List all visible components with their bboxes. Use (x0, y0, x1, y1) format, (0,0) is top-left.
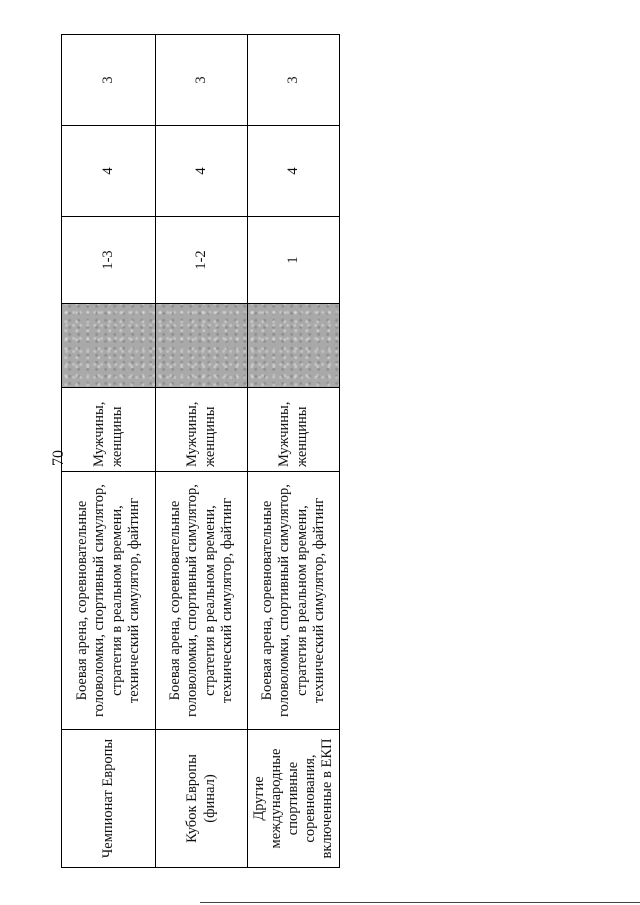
value-cell: 3 (248, 35, 340, 126)
gender-cell: Мужчины, женщины (156, 388, 248, 472)
places-cell: 1-2 (156, 217, 248, 304)
table-row (156, 35, 248, 868)
gender-cell: Мужчины, женщины (62, 388, 156, 472)
competition-table (61, 34, 340, 868)
value-cell: 4 (248, 126, 340, 217)
places-cell: 1-3 (62, 217, 156, 304)
page-number: 70 (50, 450, 67, 466)
table-row (248, 35, 340, 868)
value-cell: 3 (62, 35, 156, 126)
rotated-table-container (61, 35, 339, 868)
gender-cell: Мужчины, женщины (248, 388, 340, 472)
places-cell: 1 (248, 217, 340, 304)
table-row (62, 35, 156, 868)
shaded-cell (248, 304, 340, 388)
disciplines-cell: Боевая арена, соревновательные головоломки, спортивный симулятор, стратегия в реальном времени, технический симулятор, файтинг (156, 472, 248, 730)
value-cell: 3 (156, 35, 248, 126)
competition-name: Другие международные спортивные соревнования, включенные в ЕКП (248, 730, 340, 868)
disciplines-cell: Боевая арена, соревновательные головоломки, спортивный симулятор, стратегия в реальном времени, технический симулятор, файтинг (62, 472, 156, 730)
value-cell: 4 (156, 126, 248, 217)
value-cell: 4 (62, 126, 156, 217)
shaded-cell (62, 304, 156, 388)
shaded-cell (156, 304, 248, 388)
bottom-rule (200, 902, 640, 903)
competition-name: Чемпионат Европы (62, 730, 156, 868)
disciplines-cell: Боевая арена, соревновательные головоломки, спортивный симулятор, стратегия в реальном времени, технический симулятор, файтинг (248, 472, 340, 730)
competition-name: Кубок Европы (финал) (156, 730, 248, 868)
